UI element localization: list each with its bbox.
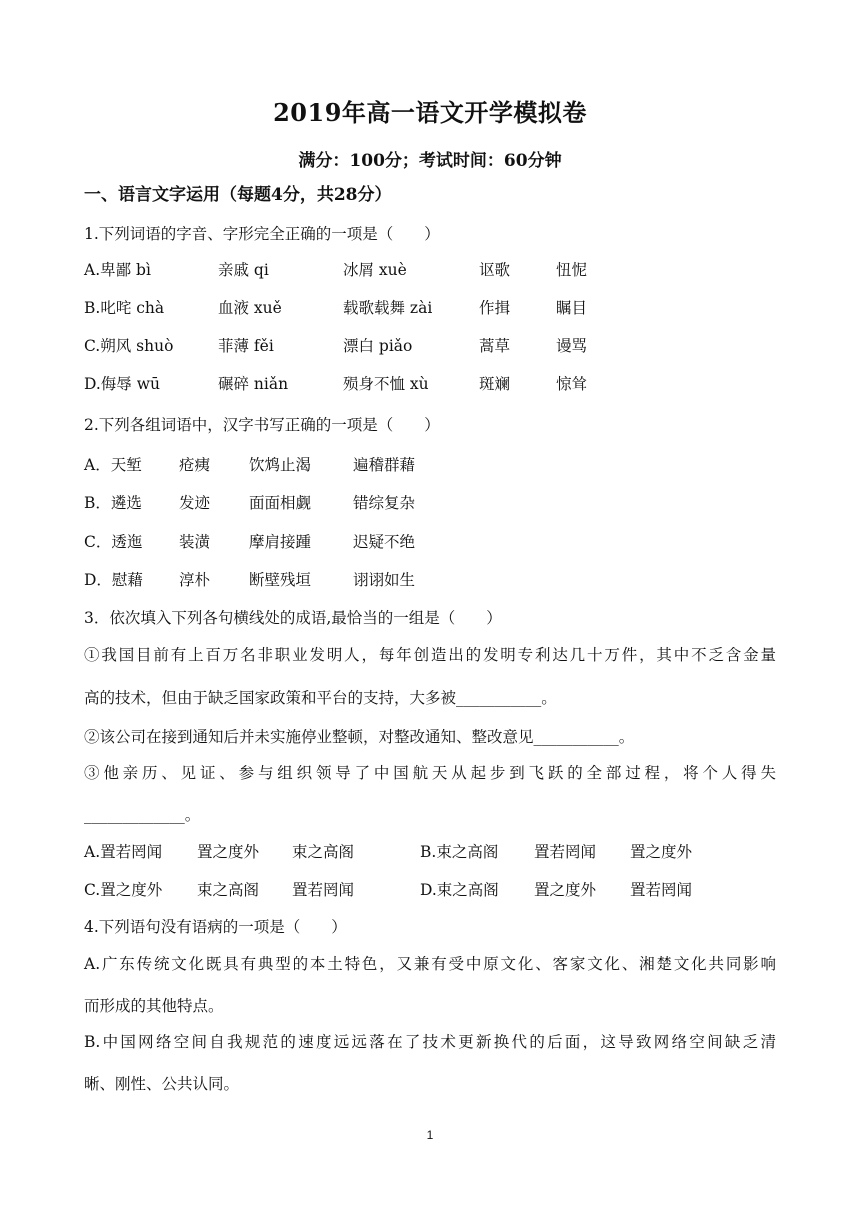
- section-heading: 一、语言文字运用（每题4分，共28分）: [84, 185, 392, 205]
- q2-d-word1: D．慰藉: [84, 571, 143, 589]
- q4-option-b-line-2: 晰、刚性、公共认同。: [84, 1075, 240, 1093]
- q2-c-word2: 装潢: [179, 533, 211, 551]
- q1-a-word5: 忸怩: [556, 261, 588, 279]
- exam-info: 满分：100分；考试时间：60分钟: [298, 151, 562, 171]
- q3-sentence-3-line-1: ③他亲历、见证、参与组织领导了中国航天从起步到飞跃的全部过程，将个人得失: [84, 764, 776, 782]
- q4-option-a-line-2: 而形成的其他特点。: [84, 997, 224, 1015]
- q2-c-word4: 迟疑不绝: [353, 533, 416, 551]
- q3-option-b-2: 置若罔闻: [534, 843, 597, 861]
- q1-d-word4: 斑斓: [479, 375, 511, 393]
- q1-c-word2: 菲薄 fěi: [218, 337, 274, 355]
- q3-sentence-1-line-1: ①我国目前有上百万名非职业发明人，每年创造出的发明专利达几十万件，其中不乏含金量: [84, 646, 776, 664]
- question-2-stem: 2.下列各组词语中，汉字书写正确的一项是（ ）: [84, 416, 440, 434]
- q2-b-word1: B．遴选: [84, 494, 142, 512]
- q1-a-word1: A.卑鄙 bì: [84, 261, 151, 279]
- question-1-stem: 1.下列词语的字音、字形完全正确的一项是（ ）: [84, 225, 440, 243]
- q2-a-word2: 疮痍: [179, 456, 211, 474]
- q2-d-word2: 淳朴: [179, 571, 211, 589]
- q2-a-word3: 饮鸩止渴: [249, 456, 312, 474]
- q4-option-b-line-1: B.中国网络空间自我规范的速度远远落在了技术更新换代的后面，这导致网络空间缺乏清: [84, 1033, 776, 1051]
- q2-d-word3: 断壁残垣: [249, 571, 312, 589]
- question-3-stem: 3．依次填入下列各句横线处的成语,最恰当的一组是（ ）: [84, 609, 502, 627]
- q3-option-c-1: C.置之度外: [84, 881, 163, 899]
- q3-option-a-3: 束之高阁: [292, 843, 355, 861]
- q3-sentence-1-line-2: 高的技术，但由于缺乏国家政策和平台的支持，大多被___________。: [84, 689, 557, 707]
- q1-b-word3: 载歌载舞 zài: [343, 299, 433, 317]
- q1-a-word3: 冰屑 xuè: [343, 261, 407, 279]
- q3-sentence-3-line-2: _____________。: [84, 806, 201, 824]
- q1-c-word4: 蒿草: [479, 337, 511, 355]
- q1-b-word5: 瞩目: [556, 299, 588, 317]
- q1-a-word2: 亲戚 qi: [218, 261, 269, 279]
- q1-c-word1: C.朔风 shuò: [84, 337, 174, 355]
- q3-option-d-3: 置若罔闻: [630, 881, 693, 899]
- q1-c-word5: 谩骂: [556, 337, 588, 355]
- q3-option-c-3: 置若罔闻: [292, 881, 355, 899]
- q1-a-word4: 讴歌: [479, 261, 511, 279]
- q1-d-word2: 碾碎 niǎn: [218, 375, 289, 393]
- q2-c-word3: 摩肩接踵: [249, 533, 312, 551]
- q3-option-b-1: B.束之高阁: [420, 843, 499, 861]
- q1-b-word4: 作揖: [479, 299, 511, 317]
- q2-b-word2: 发迹: [179, 494, 211, 512]
- q3-sentence-2: ②该公司在接到通知后并未实施停业整顿，对整改通知、整改意见___________。: [84, 728, 635, 746]
- q1-d-word3: 殒身不恤 xù: [343, 375, 429, 393]
- q3-option-a-1: A.置若罔闻: [84, 843, 163, 861]
- q1-d-word5: 惊耸: [556, 375, 588, 393]
- q3-option-c-2: 束之高阁: [197, 881, 260, 899]
- q1-d-word1: D.侮辱 wū: [84, 375, 160, 393]
- page-number: 1: [426, 1128, 434, 1142]
- q2-c-word1: C．透迤: [84, 533, 143, 551]
- q2-b-word3: 面面相觑: [249, 494, 312, 512]
- page-title: 2019年高一语文开学模拟卷: [273, 98, 587, 127]
- q1-b-word2: 血液 xuě: [218, 299, 282, 317]
- q2-a-word4: 遍稽群藉: [353, 456, 416, 474]
- q1-b-word1: B.叱咤 chà: [84, 299, 165, 317]
- q3-option-a-2: 置之度外: [197, 843, 260, 861]
- q3-option-d-1: D.束之高阁: [420, 881, 499, 899]
- q2-d-word4: 诩诩如生: [353, 571, 416, 589]
- q3-option-d-2: 置之度外: [534, 881, 597, 899]
- question-4-stem: 4.下列语句没有语病的一项是（ ）: [84, 918, 347, 936]
- q1-c-word3: 漂白 piǎo: [343, 337, 413, 355]
- q2-a-word1: A．天堑: [84, 456, 142, 474]
- q2-b-word4: 错综复杂: [353, 494, 416, 512]
- q3-option-b-3: 置之度外: [630, 843, 693, 861]
- q4-option-a-line-1: A.广东传统文化既具有典型的本土特色，又兼有受中原文化、客家文化、湘楚文化共同影响: [84, 955, 776, 973]
